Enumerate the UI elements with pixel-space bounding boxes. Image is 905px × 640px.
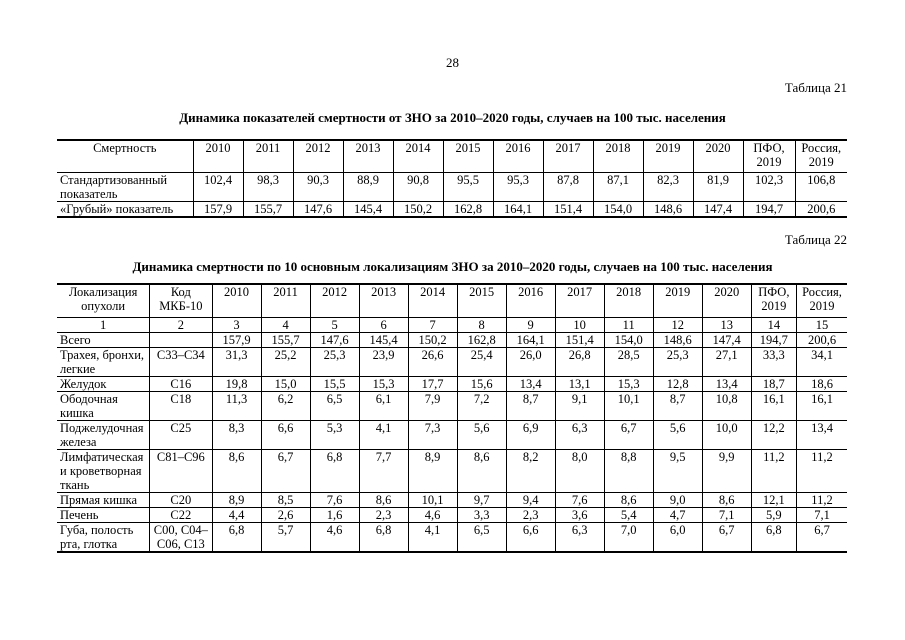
column-number-cell: 6 <box>359 318 408 333</box>
value-cell: 2,3 <box>506 508 555 523</box>
column-number-cell: 7 <box>408 318 457 333</box>
table22-header-cell: 2012 <box>310 284 359 318</box>
table21-header-cell: 2020 <box>693 140 743 173</box>
value-cell: 12,2 <box>751 421 796 450</box>
value-cell: 106,8 <box>795 173 847 202</box>
page-number: 28 <box>446 55 459 70</box>
icd-code-cell: С25 <box>150 421 212 450</box>
value-cell: 164,1 <box>506 333 555 348</box>
value-cell: 15,3 <box>359 377 408 392</box>
value-cell: 200,6 <box>795 202 847 218</box>
value-cell: 155,7 <box>243 202 293 218</box>
value-cell: 98,3 <box>243 173 293 202</box>
table22 <box>57 283 847 553</box>
value-cell: 8,7 <box>506 392 555 421</box>
value-cell: 95,5 <box>443 173 493 202</box>
value-cell: 6,8 <box>751 523 796 553</box>
value-cell: 13,4 <box>506 377 555 392</box>
value-cell: 2,3 <box>359 508 408 523</box>
value-cell: 15,0 <box>261 377 310 392</box>
table-row <box>57 392 847 421</box>
value-cell: 6,2 <box>261 392 310 421</box>
table22-header-cell: 2017 <box>555 284 604 318</box>
value-cell: 8,3 <box>212 421 261 450</box>
value-cell: 145,4 <box>359 333 408 348</box>
value-cell: 147,6 <box>310 333 359 348</box>
column-number-cell: 1 <box>57 318 150 333</box>
value-cell: 87,8 <box>543 173 593 202</box>
value-cell: 6,7 <box>261 450 310 493</box>
table22-header-cell: 2014 <box>408 284 457 318</box>
value-cell: 13,1 <box>555 377 604 392</box>
value-cell: 18,6 <box>797 377 847 392</box>
column-number-cell: 3 <box>212 318 261 333</box>
table21-title: Динамика показателей смертности от ЗНО за 2010–2020 годы, случаев на 100 тыс. населения <box>179 110 726 125</box>
table21-header-cell: 2012 <box>293 140 343 173</box>
value-cell: 6,8 <box>212 523 261 553</box>
table-row <box>57 333 847 348</box>
value-cell: 6,8 <box>359 523 408 553</box>
value-cell: 150,2 <box>408 333 457 348</box>
table21-header-cell: 2014 <box>393 140 443 173</box>
value-cell: 12,8 <box>653 377 702 392</box>
value-cell: 145,4 <box>343 202 393 218</box>
value-cell: 8,8 <box>604 450 653 493</box>
value-cell: 8,5 <box>261 493 310 508</box>
value-cell: 23,9 <box>359 348 408 377</box>
value-cell: 25,2 <box>261 348 310 377</box>
value-cell: 11,2 <box>797 450 847 493</box>
table21-header-cell: 2010 <box>193 140 243 173</box>
value-cell: 6,8 <box>310 450 359 493</box>
value-cell: 4,6 <box>310 523 359 553</box>
value-cell: 8,6 <box>604 493 653 508</box>
table21-header-cell: Россия, 2019 <box>795 140 847 173</box>
column-number-cell: 11 <box>604 318 653 333</box>
table22-header-cell: 2015 <box>457 284 506 318</box>
value-cell: 3,3 <box>457 508 506 523</box>
value-cell: 17,7 <box>408 377 457 392</box>
value-cell: 6,5 <box>457 523 506 553</box>
column-number-cell: 15 <box>797 318 847 333</box>
column-number-cell: 12 <box>653 318 702 333</box>
table21-header-cell: ПФО, 2019 <box>743 140 795 173</box>
column-number-cell: 2 <box>150 318 212 333</box>
value-cell: 7,6 <box>555 493 604 508</box>
value-cell: 5,6 <box>653 421 702 450</box>
value-cell: 6,7 <box>604 421 653 450</box>
value-cell: 194,7 <box>743 202 795 218</box>
table22-header-cell: 2013 <box>359 284 408 318</box>
table22-header-cell: Локализация опухоли <box>57 284 150 318</box>
table21-header-row <box>57 140 847 173</box>
value-cell: 27,1 <box>702 348 751 377</box>
row-label: Прямая кишка <box>57 493 150 508</box>
table22-header-cell: 2018 <box>604 284 653 318</box>
value-cell: 16,1 <box>751 392 796 421</box>
value-cell: 9,4 <box>506 493 555 508</box>
value-cell: 5,7 <box>261 523 310 553</box>
value-cell: 3,6 <box>555 508 604 523</box>
value-cell: 25,4 <box>457 348 506 377</box>
value-cell: 8,9 <box>408 450 457 493</box>
icd-code-cell: С22 <box>150 508 212 523</box>
value-cell: 164,1 <box>493 202 543 218</box>
row-label: Трахея, бронхи, легкие <box>57 348 150 377</box>
table21-header-cell: Смертность <box>57 140 193 173</box>
value-cell: 157,9 <box>212 333 261 348</box>
column-number-cell: 13 <box>702 318 751 333</box>
value-cell: 26,0 <box>506 348 555 377</box>
value-cell: 8,6 <box>457 450 506 493</box>
value-cell: 34,1 <box>797 348 847 377</box>
column-number-row <box>57 318 847 333</box>
table22-header-cell: 2019 <box>653 284 702 318</box>
value-cell: 154,0 <box>593 202 643 218</box>
icd-code-cell <box>150 333 212 348</box>
table22-header-cell: Код МКБ-10 <box>150 284 212 318</box>
column-number-cell: 5 <box>310 318 359 333</box>
row-label: Ободочная кишка <box>57 392 150 421</box>
value-cell: 18,7 <box>751 377 796 392</box>
value-cell: 7,9 <box>408 392 457 421</box>
table22-header-cell: Россия, 2019 <box>797 284 847 318</box>
value-cell: 8,6 <box>212 450 261 493</box>
value-cell: 7,0 <box>604 523 653 553</box>
table21-header-cell: 2013 <box>343 140 393 173</box>
value-cell: 19,8 <box>212 377 261 392</box>
table21-header-cell: 2015 <box>443 140 493 173</box>
value-cell: 151,4 <box>555 333 604 348</box>
value-cell: 7,3 <box>408 421 457 450</box>
value-cell: 81,9 <box>693 173 743 202</box>
value-cell: 6,7 <box>702 523 751 553</box>
value-cell: 7,6 <box>310 493 359 508</box>
table22-header-cell: ПФО, 2019 <box>751 284 796 318</box>
table21-label: Таблица 21 <box>784 80 847 95</box>
table22-header-cell: 2016 <box>506 284 555 318</box>
value-cell: 6,6 <box>506 523 555 553</box>
value-cell: 6,3 <box>555 523 604 553</box>
value-cell: 87,1 <box>593 173 643 202</box>
value-cell: 5,3 <box>310 421 359 450</box>
value-cell: 154,0 <box>604 333 653 348</box>
value-cell: 162,8 <box>457 333 506 348</box>
value-cell: 6,5 <box>310 392 359 421</box>
value-cell: 13,4 <box>702 377 751 392</box>
value-cell: 15,3 <box>604 377 653 392</box>
value-cell: 5,6 <box>457 421 506 450</box>
value-cell: 8,0 <box>555 450 604 493</box>
value-cell: 9,5 <box>653 450 702 493</box>
value-cell: 10,8 <box>702 392 751 421</box>
row-label: Всего <box>57 333 150 348</box>
value-cell: 95,3 <box>493 173 543 202</box>
icd-code-cell: С18 <box>150 392 212 421</box>
value-cell: 157,9 <box>193 202 243 218</box>
value-cell: 147,4 <box>702 333 751 348</box>
value-cell: 11,3 <box>212 392 261 421</box>
row-label: Желудок <box>57 377 150 392</box>
value-cell: 5,4 <box>604 508 653 523</box>
table22-header-cell: 2011 <box>261 284 310 318</box>
icd-code-cell: С20 <box>150 493 212 508</box>
table22-title: Динамика смертности по 10 основным локализациям ЗНО за 2010–2020 годы, случаев на 100 тыс. населения <box>132 259 773 274</box>
value-cell: 26,8 <box>555 348 604 377</box>
value-cell: 90,3 <box>293 173 343 202</box>
value-cell: 102,4 <box>193 173 243 202</box>
value-cell: 8,9 <box>212 493 261 508</box>
value-cell: 7,1 <box>797 508 847 523</box>
column-number-cell: 9 <box>506 318 555 333</box>
value-cell: 4,7 <box>653 508 702 523</box>
value-cell: 147,6 <box>293 202 343 218</box>
value-cell: 9,1 <box>555 392 604 421</box>
table-row <box>57 421 847 450</box>
value-cell: 6,0 <box>653 523 702 553</box>
value-cell: 7,2 <box>457 392 506 421</box>
icd-code-cell: С16 <box>150 377 212 392</box>
value-cell: 11,2 <box>751 450 796 493</box>
row-label: Поджелудочная железа <box>57 421 150 450</box>
value-cell: 194,7 <box>751 333 796 348</box>
value-cell: 25,3 <box>653 348 702 377</box>
table21-header-cell: 2016 <box>493 140 543 173</box>
value-cell: 16,1 <box>797 392 847 421</box>
value-cell: 90,8 <box>393 173 443 202</box>
value-cell: 5,9 <box>751 508 796 523</box>
value-cell: 10,0 <box>702 421 751 450</box>
value-cell: 15,5 <box>310 377 359 392</box>
table21-header-cell: 2018 <box>593 140 643 173</box>
value-cell: 11,2 <box>797 493 847 508</box>
value-cell: 148,6 <box>653 333 702 348</box>
table-row <box>57 377 847 392</box>
value-cell: 1,6 <box>310 508 359 523</box>
value-cell: 9,0 <box>653 493 702 508</box>
value-cell: 147,4 <box>693 202 743 218</box>
value-cell: 33,3 <box>751 348 796 377</box>
table22-label: Таблица 22 <box>784 232 847 247</box>
icd-code-cell: С00, С04–С06, С13 <box>150 523 212 553</box>
table-row <box>57 508 847 523</box>
row-label: Губа, полость рта, глотка <box>57 523 150 553</box>
value-cell: 7,1 <box>702 508 751 523</box>
value-cell: 4,1 <box>359 421 408 450</box>
value-cell: 155,7 <box>261 333 310 348</box>
table21-header-cell: 2011 <box>243 140 293 173</box>
value-cell: 4,4 <box>212 508 261 523</box>
value-cell: 6,7 <box>797 523 847 553</box>
table-row <box>57 173 847 202</box>
value-cell: 7,7 <box>359 450 408 493</box>
value-cell: 15,6 <box>457 377 506 392</box>
value-cell: 4,6 <box>408 508 457 523</box>
value-cell: 9,9 <box>702 450 751 493</box>
value-cell: 200,6 <box>797 333 847 348</box>
value-cell: 10,1 <box>604 392 653 421</box>
value-cell: 9,7 <box>457 493 506 508</box>
value-cell: 4,1 <box>408 523 457 553</box>
icd-code-cell: С33–С34 <box>150 348 212 377</box>
value-cell: 162,8 <box>443 202 493 218</box>
value-cell: 151,4 <box>543 202 593 218</box>
table21 <box>57 139 847 218</box>
value-cell: 12,1 <box>751 493 796 508</box>
column-number-cell: 8 <box>457 318 506 333</box>
value-cell: 25,3 <box>310 348 359 377</box>
table22-header-row <box>57 284 847 318</box>
value-cell: 148,6 <box>643 202 693 218</box>
row-label: Лимфатическая и кроветворная ткань <box>57 450 150 493</box>
value-cell: 31,3 <box>212 348 261 377</box>
value-cell: 6,1 <box>359 392 408 421</box>
table21-header-cell: 2019 <box>643 140 693 173</box>
table-row <box>57 523 847 553</box>
value-cell: 6,3 <box>555 421 604 450</box>
column-number-cell: 14 <box>751 318 796 333</box>
column-number-cell: 4 <box>261 318 310 333</box>
value-cell: 8,7 <box>653 392 702 421</box>
value-cell: 88,9 <box>343 173 393 202</box>
row-label: Стандартизованный показатель <box>57 173 193 202</box>
table22-header-cell: 2010 <box>212 284 261 318</box>
icd-code-cell: С81–С96 <box>150 450 212 493</box>
value-cell: 102,3 <box>743 173 795 202</box>
table21-header-cell: 2017 <box>543 140 593 173</box>
value-cell: 8,6 <box>702 493 751 508</box>
table22-header-cell: 2020 <box>702 284 751 318</box>
table-row <box>57 202 847 218</box>
row-label: «Грубый» показатель <box>57 202 193 218</box>
value-cell: 2,6 <box>261 508 310 523</box>
value-cell: 150,2 <box>393 202 443 218</box>
row-label: Печень <box>57 508 150 523</box>
value-cell: 10,1 <box>408 493 457 508</box>
value-cell: 6,9 <box>506 421 555 450</box>
table-row <box>57 450 847 493</box>
value-cell: 28,5 <box>604 348 653 377</box>
value-cell: 13,4 <box>797 421 847 450</box>
table-row <box>57 348 847 377</box>
value-cell: 8,6 <box>359 493 408 508</box>
column-number-cell: 10 <box>555 318 604 333</box>
value-cell: 8,2 <box>506 450 555 493</box>
table-row <box>57 493 847 508</box>
value-cell: 82,3 <box>643 173 693 202</box>
value-cell: 6,6 <box>261 421 310 450</box>
value-cell: 26,6 <box>408 348 457 377</box>
